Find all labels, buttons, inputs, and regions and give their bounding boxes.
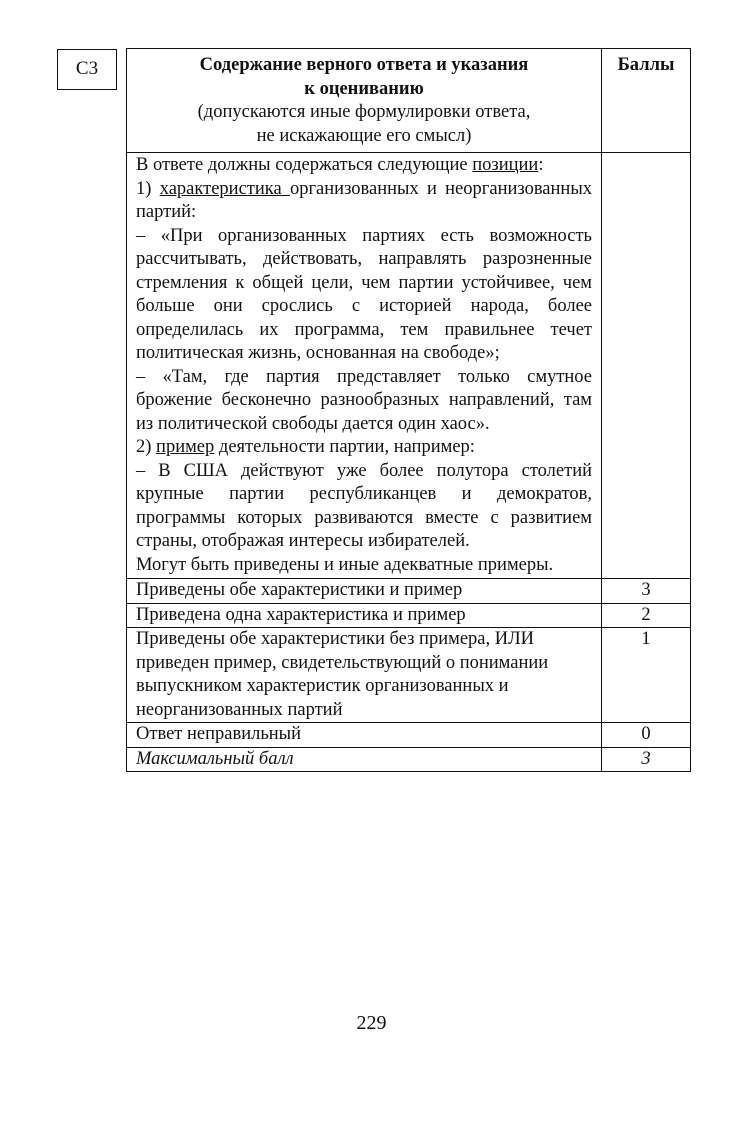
position-1-underlined: характеристика bbox=[159, 178, 290, 199]
header-title-line1: Содержание верного ответа и указания bbox=[199, 55, 529, 75]
header-row bbox=[127, 49, 691, 153]
position-1 bbox=[136, 178, 592, 225]
criterion-score: 3 bbox=[602, 579, 691, 604]
position-2-number: 2) bbox=[136, 437, 157, 457]
task-label: С3 bbox=[57, 49, 117, 90]
position-2-text: деятельности партии, например: bbox=[214, 437, 475, 457]
score-header: Баллы bbox=[602, 49, 691, 153]
max-score-label: Максимальный балл bbox=[127, 747, 602, 772]
header-cell bbox=[127, 49, 602, 153]
position-2 bbox=[136, 436, 592, 460]
quote-1: – «При организованных партиях есть возможность рассчитывать, действовать, направлять разрозненные стремления к общей цели, чем партии устойчивее, чем больше они срослись с историей народа, более определилась их программа, тем правильнее течет политическая жизнь, основанная на свободе»; bbox=[136, 225, 592, 363]
intro-underlined: позиции bbox=[472, 155, 539, 175]
example-1: – В США действуют уже более полутора столетий крупные партии республиканцев и демократов, программы которых развиваются вместе с развитием страны, отображая интересы избирателей. bbox=[136, 460, 592, 551]
header-title-line2: к оцениванию bbox=[304, 78, 424, 99]
intro-text: В ответе должны содержаться следующие bbox=[136, 155, 473, 175]
criterion-score: 2 bbox=[602, 603, 691, 628]
max-score-row bbox=[127, 747, 691, 772]
criterion-text: Приведена одна характеристика и пример bbox=[127, 603, 602, 628]
criterion-row bbox=[127, 579, 691, 604]
page-number: 229 bbox=[356, 1012, 387, 1034]
criterion-row bbox=[127, 723, 691, 748]
answer-content-row bbox=[127, 153, 691, 579]
criterion-score: 0 bbox=[602, 723, 691, 748]
criterion-text: Приведены обе характеристики без примера, ИЛИ приведен пример, свидетельствующий о понимании выпускником характеристик организованных и неорганизованных партий bbox=[127, 628, 602, 723]
criterion-text: Приведены обе характеристики и пример bbox=[127, 579, 602, 604]
criterion-text: Ответ неправильный bbox=[127, 723, 602, 748]
answer-score-cell bbox=[602, 153, 691, 579]
answer-content-cell bbox=[127, 153, 602, 579]
criterion-score: 1 bbox=[602, 628, 691, 723]
quote-2: – «Там, где партия представляет только смутное брожение бесконечно разнообразных направлений, там из политической свободы дается один хаос». bbox=[136, 366, 592, 434]
position-2-underlined: пример bbox=[156, 437, 215, 457]
header-note-line1: (допускаются иные формулировки ответа, bbox=[197, 102, 531, 122]
example-note: Могут быть приведены и иные адекватные примеры. bbox=[136, 554, 554, 575]
max-score-value: 3 bbox=[602, 747, 691, 772]
criterion-row bbox=[127, 628, 691, 723]
intro-colon: : bbox=[538, 155, 544, 175]
criterion-row bbox=[127, 603, 691, 628]
grading-table bbox=[126, 48, 691, 772]
header-note-line2: не искажающие его смысл) bbox=[256, 125, 472, 146]
position-1-text: организованных и неорганизованных партий: bbox=[136, 178, 592, 222]
intro-line bbox=[136, 154, 592, 178]
position-1-number: 1) bbox=[136, 178, 160, 199]
